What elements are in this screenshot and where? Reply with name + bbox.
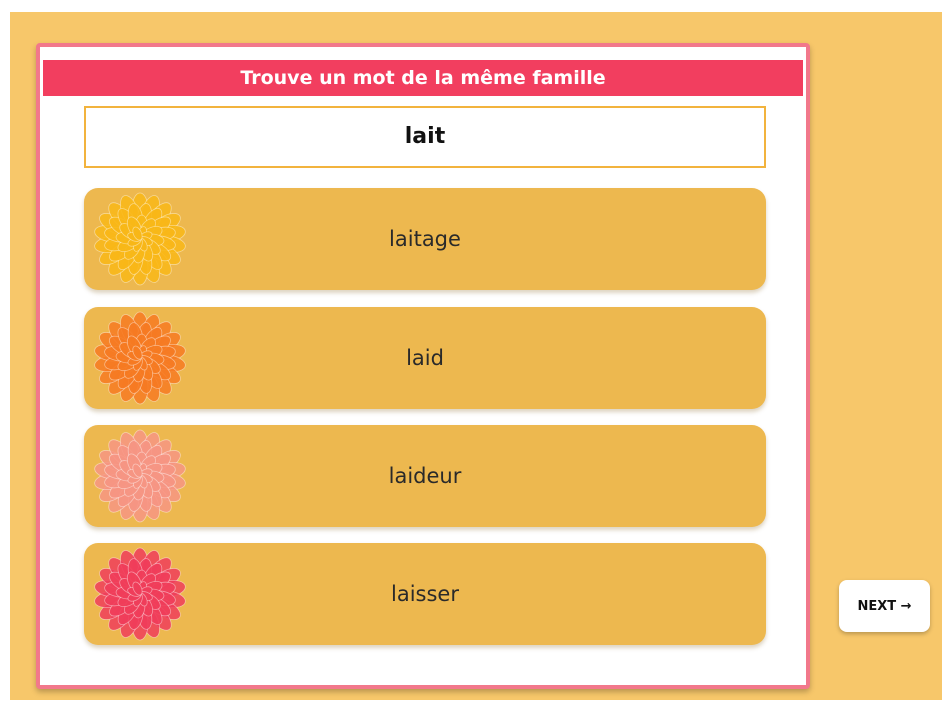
answer-option-3[interactable] <box>84 425 766 527</box>
answer-option-4[interactable] <box>84 543 766 645</box>
target-word: lait <box>404 124 446 149</box>
answer-option-label: laid <box>406 346 444 370</box>
next-button[interactable]: NEXT → <box>839 580 930 632</box>
answer-option-1[interactable] <box>84 188 766 290</box>
activity-title: Trouve un mot de la même famille <box>43 60 803 96</box>
answer-option-label: laisser <box>391 582 459 606</box>
target-word-box <box>84 106 766 168</box>
answer-option-label: laideur <box>388 464 462 488</box>
answer-option-2[interactable] <box>84 307 766 409</box>
answer-option-label: laitage <box>389 227 461 251</box>
